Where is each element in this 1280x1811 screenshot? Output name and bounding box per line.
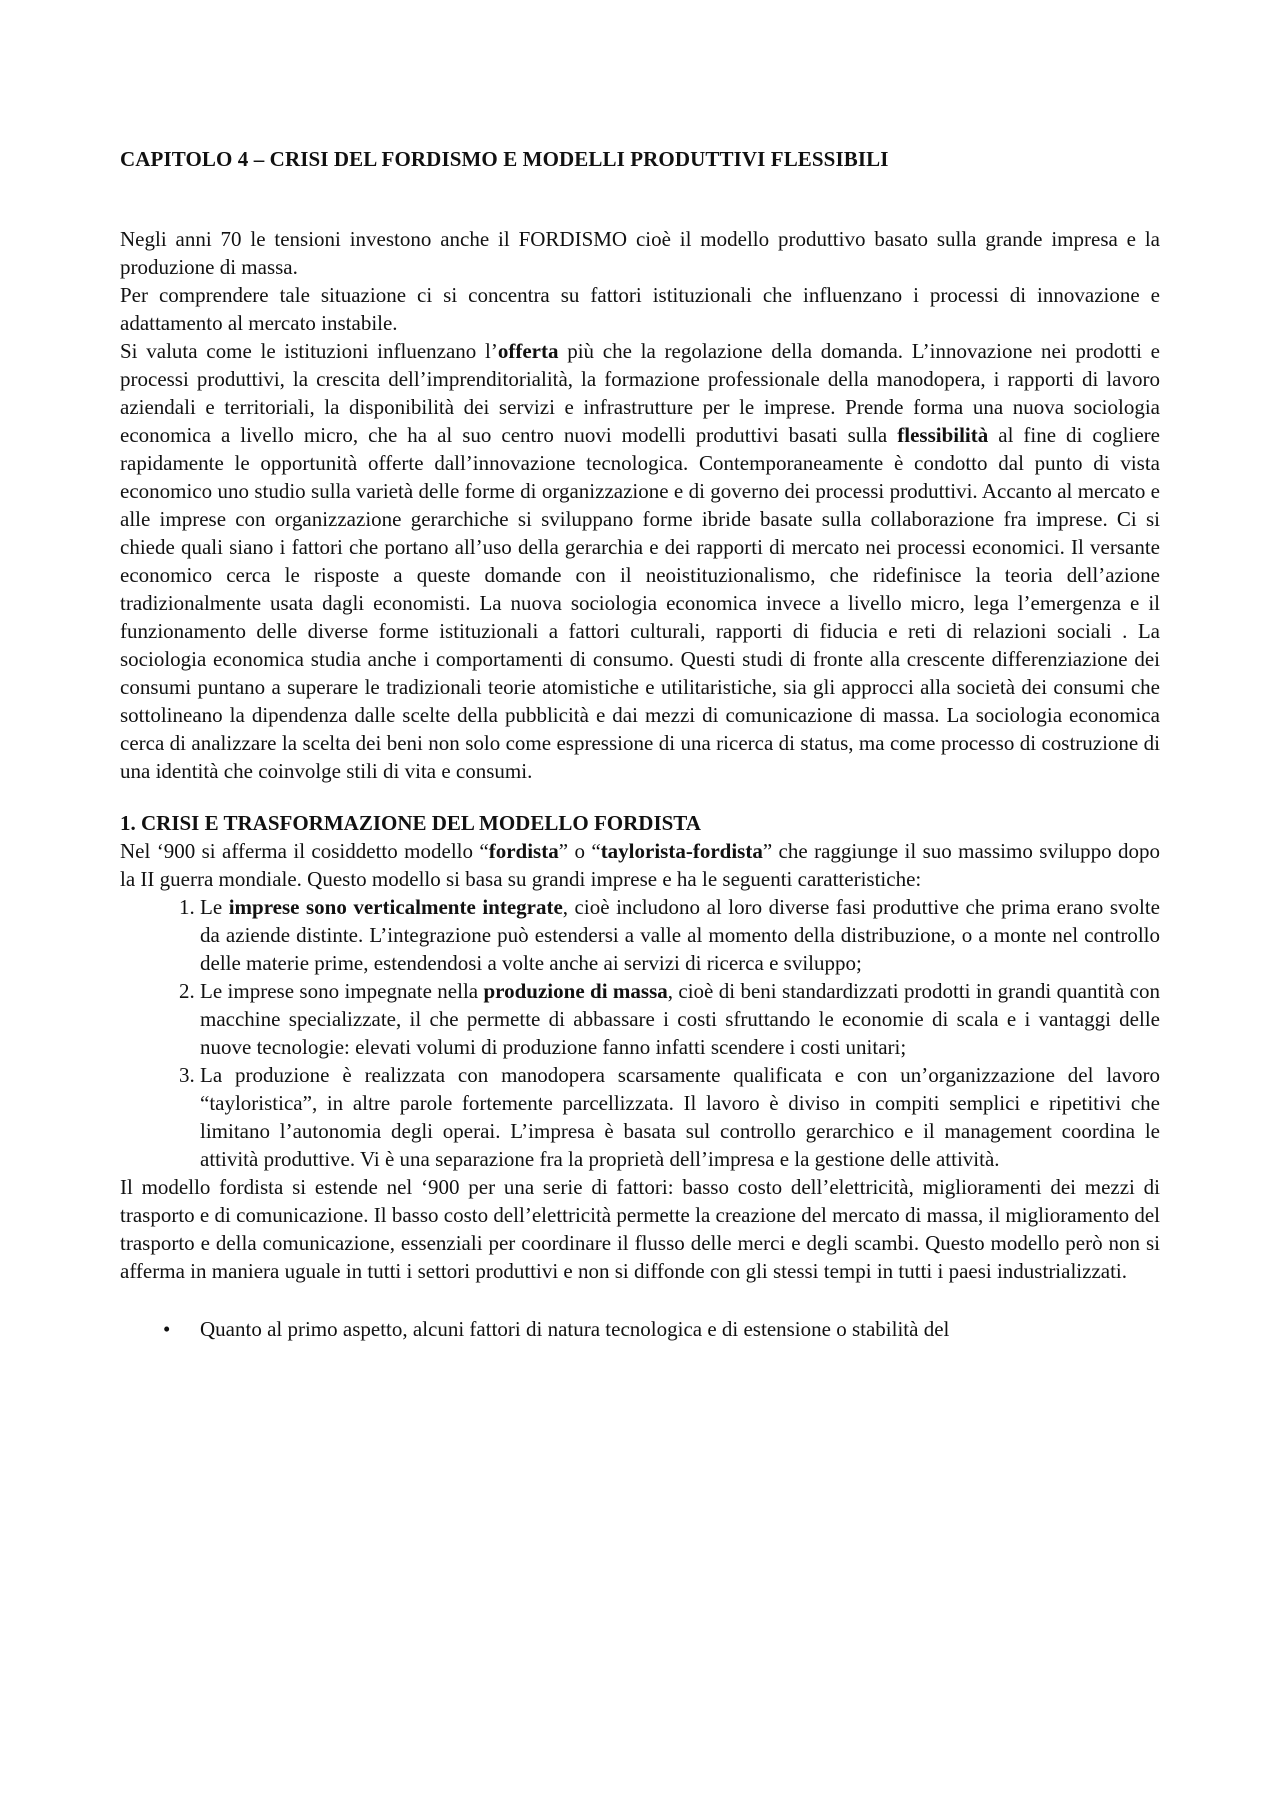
bullet-list [120,1315,1160,1343]
characteristics-list [120,893,1160,1173]
list-item-text-a: Le [200,895,229,919]
intro-paragraph-1: Negli anni 70 le tensioni investono anche il FORDISMO cioè il modello produttivo basato sulla grande impresa e la produzione di massa. [120,227,1160,279]
s1-p1-text-c: ” o “ [558,839,601,863]
intro-p3-text-e: al fine di cogliere rapidamente le opportunità offerte dall’innovazione tecnologica. Contemporaneamente è condotto dal punto di vista economico uno studio sulla varietà delle forme di organizzazione e di governo dei processi produttivi. Accanto al mercato e alle imprese con organizzazione gerarchiche si sviluppano forme ibride basate sulla collaborazione fra imprese. Ci si chiede quali siano i fattori che portano all’uso della gerarchia e dei rapporti di mercato nei processi economici. Il versante economico cerca le risposte a queste domande con il neoistituzionalismo, che ridefinisce la teoria dell’azione tradizionalmente usata dagli economisti. La nuova sociologia economica invece a livello micro, lega l’emergenza e il funzionamento delle diverse forme istituzionali a fattori culturali, rapporti di fiducia e reti di relazioni sociali . La sociologia economica studia anche i comportamenti di consumo. Questi studi di fronte alla crescente differenziazione dei consumi puntano a superare le tradizionali teorie atomistiche e utilitaristiche, sia gli approcci alla società dei consumi che sottolineano la dipendenza dalle scelte della pubblicità e dai mezzi di comunicazione di massa. La sociologia economica cerca di analizzare la scelta dei beni non solo come espressione di una ricerca di status, ma come processo di costruzione di una identità che coinvolge stili di vita e consumi. [120,423,1160,783]
s1-p1-text-a: Nel ‘900 si afferma il cosiddetto modello “ [120,839,489,863]
list-item [200,977,1160,1061]
section-1-paragraph-1 [120,837,1160,893]
s1-p1-bold-fordista: fordista [488,839,559,863]
bullet-item: • Quanto al primo aspetto, alcuni fattori di natura tecnologica e di estensione o stabilità del [200,1315,1160,1343]
section-1-paragraph-2: Il modello fordista si estende nel ‘900 per una serie di fattori: basso costo dell’elettricità, miglioramenti dei mezzi di trasporto e di comunicazione. Il basso costo dell’elettricità permette la creazione del mercato di massa, il miglioramento del trasporto e della comunicazione, essenziali per coordinare il flusso delle merci e degli scambi. Questo modello però non si afferma in maniera uguale in tutti i settori produttivi e non si diffonde con gli stessi tempi in tutti i paesi industrializzati. [120,1175,1160,1283]
intro-p3-bold-offerta: offerta [497,339,559,363]
s1-p1-text-e: ” che raggiunge il suo massimo sviluppo dopo la II guerra mondiale. Questo modello si basa su grandi imprese e ha le seguenti caratteristiche: [120,839,1160,891]
intro-paragraph-3 [120,337,1160,785]
s1-p1-bold-taylorista: taylorista-fordista [600,839,763,863]
chapter-title: CAPITOLO 4 – CRISI DEL FORDISMO E MODELLI PRODUTTIVI FLESSIBILI [120,147,889,171]
list-item [200,1061,1160,1173]
intro-paragraph-2: Per comprendere tale situazione ci si concentra su fattori istituzionali che influenzano i processi di innovazione e adattamento al mercato instabile. [120,283,1160,335]
list-item [200,893,1160,977]
list-item-text-a: La produzione è realizzata con manodopera scarsamente qualificata e con un’organizzazione del lavoro “tayloristica”, in altre parole fortemente parcellizzata. Il lavoro è diviso in compiti semplici e ripetitivi che limitano l’autonomia degli operai. L’impresa è basata sul controllo gerarchico e il management coordina le attività produttive. Vi è una separazione fra la proprietà dell’impresa e la gestione delle attività. [200,1063,1160,1171]
intro-p3-text-a: Si valuta come le istituzioni influenzano l’ [120,339,498,363]
list-item-bold: imprese sono verticalmente integrate [228,895,563,919]
list-item-text-a: Le imprese sono impegnate nella [200,979,484,1003]
intro-p3-bold-flessibilita: flessibilità [897,423,989,447]
list-item-text-c: , cioè di beni standardizzati prodotti in grandi quantità con macchine specializzate, il che permette di abbassare i costi sfruttando le economie di scala e i vantaggi delle nuove tecnologie: elevati volumi di produzione fanno infatti scendere i costi unitari; [200,979,1160,1059]
list-item-text-c: , cioè includono al loro diverse fasi produttive che prima erano svolte da aziende distinte. L’integrazione può estendersi a valle al momento della distribuzione, o a monte nel controllo delle materie prime, estendendosi a volte anche ai servizi di ricerca e sviluppo; [200,895,1160,975]
intro-p3-text-c: più che la regolazione della domanda. L’innovazione nei prodotti e processi produttivi, la crescita dell’imprenditorialità, la formazione professionale della manodopera, i rapporti di lavoro aziendali e territoriali, la disponibilità dei servizi e infrastrutture per le imprese. Prende forma una nuova sociologia economica a livello micro, che ha al suo centro nuovi modelli produttivi basati sulla [120,339,1160,447]
section-1-title: 1. CRISI E TRASFORMAZIONE DEL MODELLO FORDISTA [120,811,701,835]
list-item-bold: produzione di massa [483,979,668,1003]
